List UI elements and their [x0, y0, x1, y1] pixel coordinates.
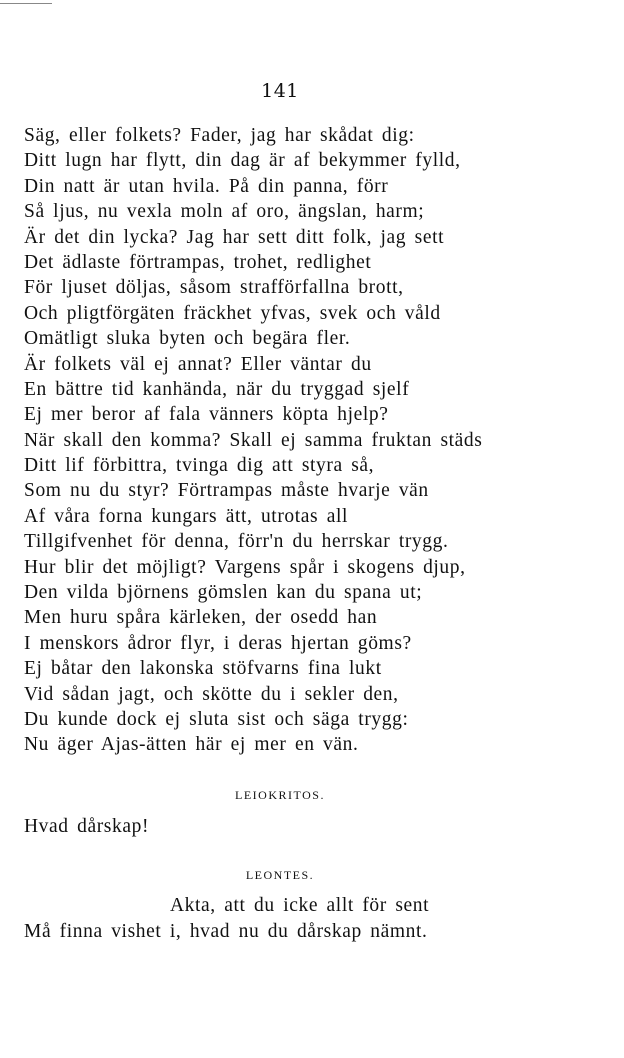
- verse-line: Vid sådan jagt, och skötte du i sekler den,: [24, 683, 399, 705]
- verse-line: Ej båtar den lakonska stöfvarns fina lukt: [24, 658, 382, 680]
- verse-line: Som nu du styr? Förtrampas måste hvarje vän: [24, 480, 429, 502]
- verse-line: Ditt lif förbittra, tvinga dig att styra så,: [24, 455, 375, 477]
- verse-line: När skall den komma? Skall ej samma fruktan städs: [24, 429, 483, 451]
- speaker-name-leiokritos: LEIOKRITOS.: [235, 788, 325, 802]
- verse-line: Tillgifvenhet för denna, förr'n du herrskar trygg.: [24, 531, 449, 553]
- verse-line: Af våra forna kungars ätt, utrotas all: [24, 505, 348, 527]
- verse-line: Är det din lycka? Jag har sett ditt folk, jag sett: [24, 226, 445, 248]
- speaker-name-leontes: LEONTES.: [245, 868, 315, 882]
- speech-line-leontes-2: Må finna vishet i, hvad nu du dårskap nämnt.: [24, 921, 428, 942]
- verse-line: Hur blir det möjligt? Vargens spår i skogens djup,: [24, 556, 466, 578]
- verse-line: Säg, eller folkets? Fader, jag har skådat dig:: [24, 125, 415, 146]
- verse-line: Ditt lugn har flytt, din dag är af bekymmer fylld,: [24, 150, 461, 172]
- verse-line: Men huru spåra kärleken, der osedd han: [24, 607, 378, 629]
- verse-block: [24, 123, 604, 758]
- verse-line: För ljuset döljas, såsom strafförfallna brott,: [24, 277, 404, 299]
- verse-line: Du kunde dock ej sluta sist och säga trygg:: [24, 708, 409, 730]
- verse-line: Och pligtförgäten fräckhet yfvas, svek och våld: [24, 302, 441, 324]
- speech-line-leiokritos: Hvad dårskap!: [24, 816, 150, 837]
- speech-line-leontes-1: Akta, att du icke allt för sent: [170, 895, 430, 916]
- page-number: 141: [261, 80, 299, 102]
- verse-line: Är folkets väl ej annat? Eller väntar du: [24, 353, 372, 375]
- verse-line: Den vilda björnens gömslen kan du spana ut;: [24, 582, 423, 604]
- verse-line: En bättre tid kanhända, när du tryggad sjelf: [24, 378, 410, 400]
- top-edge-rule: [0, 3, 52, 4]
- verse-line: Så ljus, nu vexla moln af oro, ängslan, harm;: [24, 201, 425, 223]
- verse-line: Omätligt sluka byten och begära fler.: [24, 328, 351, 350]
- verse-line: Din natt är utan hvila. På din panna, förr: [24, 175, 389, 197]
- verse-line: Det ädlaste förtrampas, trohet, redlighet: [24, 251, 372, 273]
- verse-line: Ej mer beror af fala vänners köpta hjelp?: [24, 404, 389, 426]
- verse-line: I menskors ådror flyr, i deras hjertan göms?: [24, 632, 412, 654]
- verse-line: Nu äger Ajas-ätten här ej mer en vän.: [24, 734, 359, 756]
